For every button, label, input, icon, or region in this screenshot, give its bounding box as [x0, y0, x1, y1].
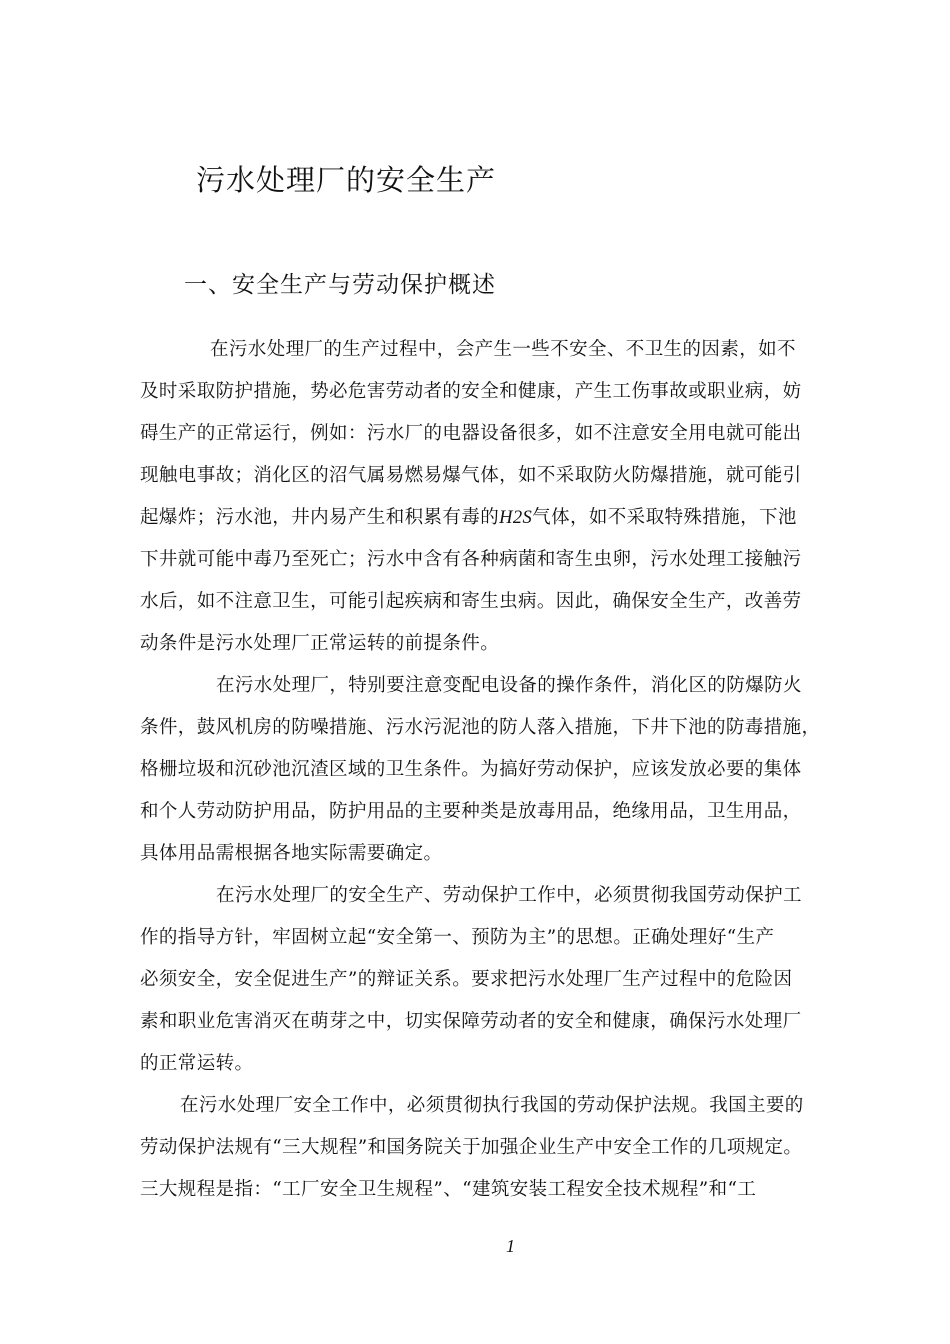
paragraph-line-text: 起爆炸；污水池，井内易产生和积累有毒的	[140, 507, 500, 528]
paragraph-line: 在污水处理厂的安全生产、劳动保护工作中，必须贯彻我国劳动保护工	[216, 885, 802, 906]
paragraph-line: 三大规程是指：“工厂安全卫生规程”、“建筑安装工程安全技术规程”和“工	[140, 1179, 757, 1200]
chemical-formula: H2S	[499, 508, 533, 528]
paragraph-line: 下井就可能中毒乃至死亡；污水中含有各种病菌和寄生虫卵，污水处理工接触污	[140, 549, 802, 570]
paragraph-line: 在污水处理厂安全工作中，必须贯彻执行我国的劳动保护法规。我国主要的	[180, 1095, 804, 1116]
paragraph-line: 及时采取防护措施，势必危害劳动者的安全和健康，产生工伤事故或职业病，妨	[140, 381, 802, 402]
paragraph-line: 水后，如不注意卫生，可能引起疾病和寄生虫病。因此，确保安全生产，改善劳	[140, 591, 802, 612]
document-title: 污水处理厂的安全生产	[196, 163, 497, 197]
paragraph-line: 动条件是污水处理厂正常运转的前提条件。	[140, 633, 500, 654]
paragraph-line	[140, 504, 797, 532]
page-number: 1	[506, 1236, 515, 1256]
paragraph-line: 的正常运转。	[140, 1053, 254, 1074]
paragraph-line: 和个人劳动防护用品，防护用品的主要种类是放毒用品，绝缘用品，卫生用品，	[140, 801, 802, 822]
paragraph-line: 在污水处理厂的生产过程中，会产生一些不安全、不卫生的因素，如不	[210, 339, 796, 360]
paragraph-line: 具体用品需根据各地实际需要确定。	[140, 843, 443, 864]
paragraph-line: 格栅垃圾和沉砂池沉渣区域的卫生条件。为搞好劳动保护，应该发放必要的集体	[140, 759, 802, 780]
paragraph-line-text: 气体，如不采取特殊措施，下池	[532, 507, 797, 528]
paragraph-line: 碍生产的正常运行，例如：污水厂的电器设备很多，如不注意安全用电就可能出	[140, 423, 802, 444]
paragraph-line: 在污水处理厂，特别要注意变配电设备的操作条件，消化区的防爆防火	[216, 675, 802, 696]
paragraph-line: 素和职业危害消灭在萌芽之中，切实保障劳动者的安全和健康，确保污水处理厂	[140, 1011, 802, 1032]
paragraph-line: 条件，鼓风机房的防噪措施、污水污泥池的防人落入措施，下井下池的防毒措施，	[140, 717, 821, 738]
paragraph-line: 必须安全，安全促进生产”的辩证关系。要求把污水处理厂生产过程中的危险因	[140, 969, 793, 990]
section-heading: 一、安全生产与劳动保护概述	[184, 272, 496, 298]
paragraph-line: 劳动保护法规有“三大规程”和国务院关于加强企业生产中安全工作的几项规定。	[140, 1137, 803, 1158]
paragraph-line: 作的指导方针，牢固树立起“安全第一、预防为主”的思想。正确处理好“生产	[140, 927, 775, 948]
paragraph-line: 现触电事故；消化区的沼气属易燃易爆气体，如不采取防火防爆措施，就可能引	[140, 465, 802, 486]
